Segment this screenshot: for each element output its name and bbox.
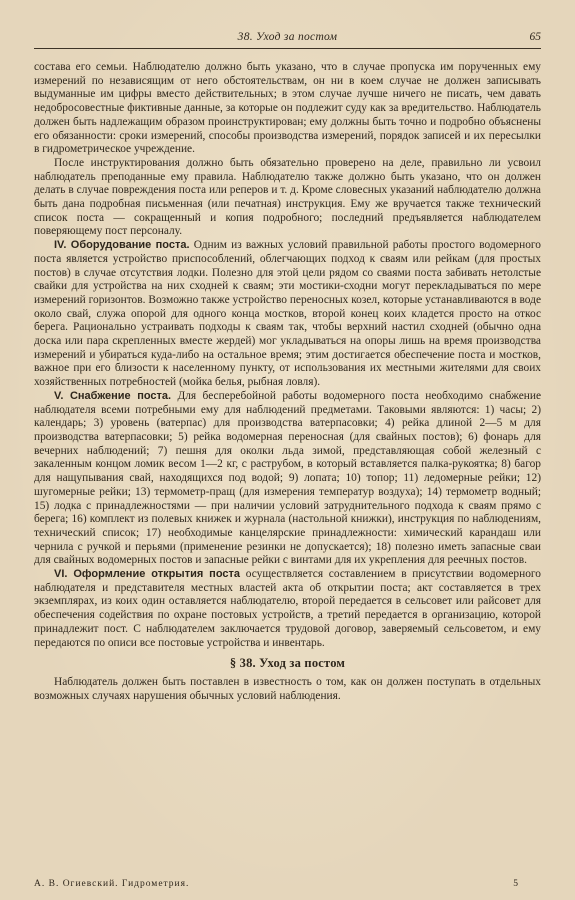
signature-mark: 5 [513, 879, 519, 889]
paragraph-closing: Наблюдатель должен быть поставлен в известность о том, как он должен поступать в отдельных возможных случаях нарушения обычных условий наблюдения. [34, 675, 541, 702]
footer-author-title: А. В. Огиевский. Гидрометрия. [34, 879, 190, 889]
section-vi-opening [34, 568, 541, 650]
page-body [34, 61, 541, 703]
header-title: 38. Уход за постом [237, 31, 338, 43]
paragraph-continuation: состава его семьи. Наблюдателю должно быть указано, что в случае пропуска им порученных ему измерений по независящим от него обстоятельствам, он ни в коем случае не должен записывать выдуманные им цифры вместо действительных; в этом случае лучше ничего не писать, чем давать недобросовестные фиктивные данные, за которые он подлежит суду как за вредительство. Наблюдатель должен быть надлежащим образом проинструктирован; ему должны быть точно и подробно объяснены его обязанности: сроки измерений, способы производства измерений, порядок записей и их пересылки в гидрометрическое учреждение. [34, 61, 541, 156]
section-v-supply [34, 390, 541, 568]
section-iv-equipment [34, 239, 541, 390]
running-header [34, 30, 541, 49]
section-vi-text: осуществляется составлением в присутствии водомерного наблюдателя и представителя местных властей акта об открытии поста; акт составляется в трех экземплярах, из коих один оставляется наблюдателю, второй передается в сельсовет или райсовет для обеспечения содействия по охране постовых устройств, а третий передается в организацию, которой принадлежит пост. С наблюдателем заключается трудовой договор, заверяемый сельсоветом, и ему передаются по описи все постовые устройства и инвентарь. [34, 568, 541, 649]
section-vi-lead: VI. Оформление открытия поста [54, 568, 241, 581]
paragraph-instruction-check: После инструктирования должно быть обязательно проверено на деле, правильно ли усвоил наблюдатель преподанные ему правила. Наблюдателю также должно быть указано, что он должен делать в случае повреждения поста или реперов и т. д. Кроме словесных указаний наблюдателю должна быть дана подробная письменная (или печатная) инструкция. Ему же вручается также технический список поста — сокращенный и копия подробного; последний предъявляется наблюдателем поверяющему пост персоналу. [34, 156, 541, 238]
section-iv-lead: IV. Оборудование поста. [54, 239, 190, 252]
section-heading: § 38. Уход за постом [229, 656, 346, 671]
section-v-text: Для бесперебойной работы водомерного поста необходимо снабжение наблюдателя всеми потребными ему для наблюдений предметами. Таковыми являются: 1) часы; 2) календарь; 3) уровень (ватерпас) для производства ватерпасовки; 4) рейка длиной 2—5 м для производства ватерпасовки; 5) рейка водомерная переносная (для свайных постов); 6) фонарь для вечерних наблюдений; 7) пешня для околки льда зимой, представляющая собой железный с закаленным концом ломик весом 1—2 кг, с раструбом, в который вставляется палка-рукоятка; 8) багор для нащупывания свай, находящихся под водой; 9) лопата; 10) топор; 11) ледомерные рейки; 12) шугомерные рейки; 13) термометр-пращ (для измерения температур воздуха); 14) термометр водный; 15) лодка с принадлежностями — при наличии условий затруднительного подхода к сваям прямо с берега; 16) комплект из полевых книжек и журнала (настольной книжки), инструкция по наблюдениям, технический список; 17) необходимые канцелярские принадлежности: химический карандаш или чернила с ручкой и перьями (применение резинки не допускается); 18) полезно иметь запасные сваи для свайных водомерных постов и запасные рейки с винтами для их укрепления для реечных постов. [34, 389, 542, 567]
page-number: 65 [529, 31, 541, 43]
section-iv-text: Одним из важных условий правильной работы простого водомерного поста является устройство приспособлений, облегчающих подход к сваям или рейкам (для простых постов) в случае отсутствия лодки. Полезно для этой цели рядом со сваями поста забивать нетолстые свайки для устройства на них сходней к сваям; эти мостики-сходни могут перекладываться по мере измерений горизонтов. Возможно также устройство переносных козел, которые устанавливаются в воде около свай, служа опорой для одного конца мостков, второй конец коих кладется просто на откос берега. Рационально устраивать подходы к сваям так, чтобы верхний настил сходней (обычно одна доска или пара скрепленных вместе жердей) мог укладываться на опоры лишь на время производства измерений и убираться куда-либо на остальное время; этим достигается обеспечение поста и мостков, важное при его близости к населенному пункту, от использования их местными жителями для своих хозяйственных потребностей (мойка белья, рыбная ловля). [34, 239, 541, 389]
section-v-lead: V. Снабжение поста. [54, 389, 172, 402]
